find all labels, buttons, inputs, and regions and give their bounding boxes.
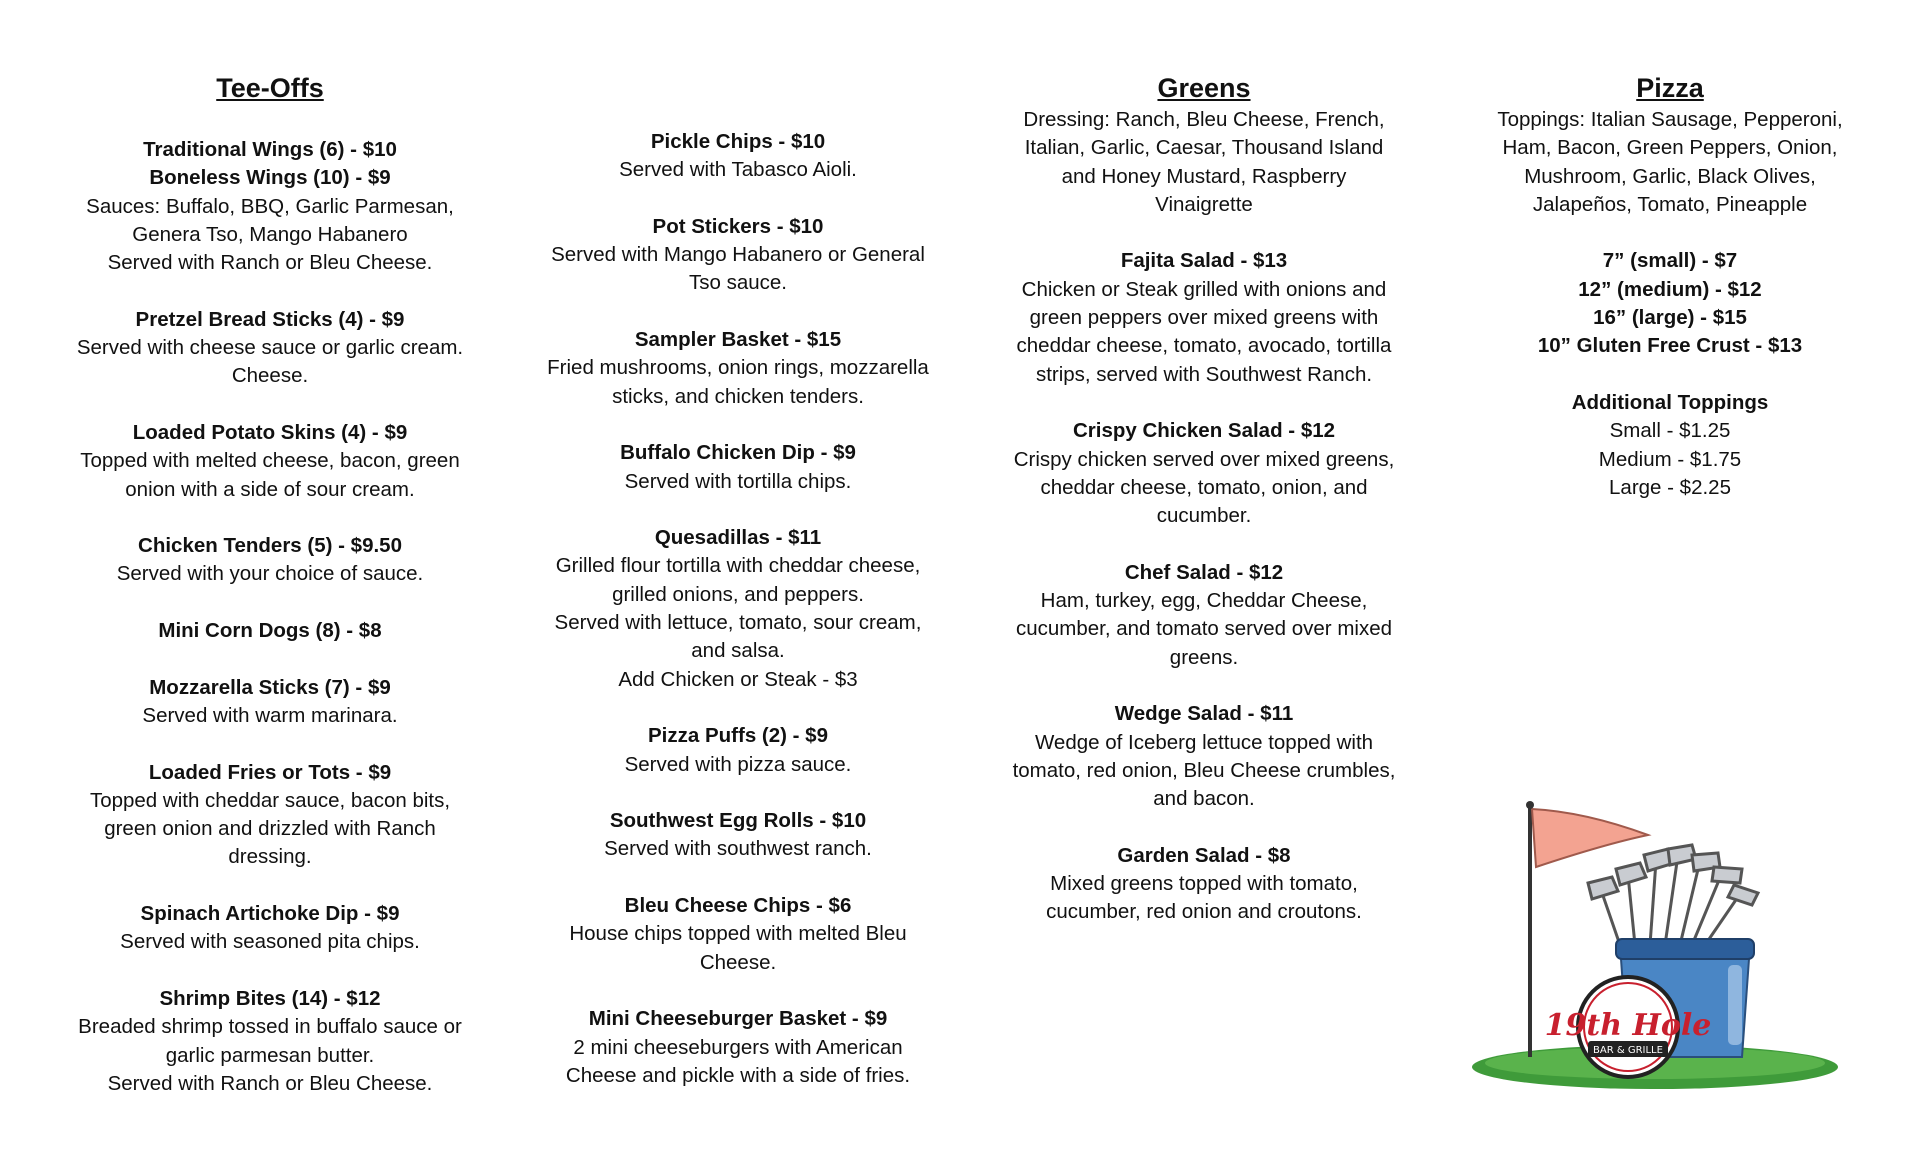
menu-item-name: Southwest Egg Rolls - $10 bbox=[609, 809, 867, 833]
menu-item-name: Traditional Wings (6) - $10 bbox=[143, 138, 397, 161]
text-line: 12” (medium) - $12 bbox=[1578, 277, 1762, 301]
menu-item-description: House chips topped with melted Bleu bbox=[569, 922, 907, 946]
menu-item-name: Quesadillas - $11 bbox=[654, 526, 822, 550]
text-line: Small - $1.25 bbox=[1609, 419, 1731, 443]
menu-item bbox=[70, 136, 470, 277]
menu-item-description: Served with seasoned pita chips. bbox=[120, 930, 420, 954]
menu-item-description: Ham, turkey, egg, Cheddar Cheese, bbox=[1040, 589, 1368, 613]
menu-item-name: Shrimp Bites (14) - $12 bbox=[159, 986, 381, 1010]
dressing-list bbox=[1004, 106, 1404, 219]
toppings-list bbox=[1470, 106, 1870, 219]
pizza-sizes bbox=[1470, 247, 1870, 360]
tee-offs-list bbox=[70, 136, 470, 1098]
menu-item-name: Crispy Chicken Salad - $12 bbox=[1072, 419, 1336, 443]
menu-item-name: Buffalo Chicken Dip - $9 bbox=[620, 441, 856, 465]
menu-item-description: Served with tortilla chips. bbox=[624, 469, 852, 493]
menu-item-name: Mini Cheeseburger Basket - $9 bbox=[588, 1007, 888, 1031]
menu-item-description: 2 mini cheeseburgers with American bbox=[573, 1035, 903, 1059]
menu-item-description: Served with lettuce, tomato, sour cream, bbox=[554, 611, 922, 635]
menu-item-description: strips, served with Southwest Ranch. bbox=[1035, 362, 1373, 386]
menu-item-description: Cheese. bbox=[699, 950, 777, 974]
menu-item-description: Chicken or Steak grilled with onions and bbox=[1021, 277, 1387, 301]
menu-item bbox=[1004, 700, 1404, 813]
menu-item-description: garlic parmesan butter. bbox=[165, 1043, 375, 1067]
pizza-heading: Pizza bbox=[1636, 73, 1704, 103]
menu-item-description: Served with warm marinara. bbox=[142, 703, 398, 727]
text-line: Jalapeños, Tomato, Pineapple bbox=[1532, 192, 1808, 216]
menu-item-name: Chef Salad - $12 bbox=[1124, 560, 1284, 584]
menu-item-description: Grilled flour tortilla with cheddar cheese, bbox=[555, 554, 921, 578]
menu-item bbox=[70, 617, 470, 645]
menu-item bbox=[70, 759, 470, 872]
menu-item-description: cucumber. bbox=[1156, 504, 1252, 528]
menu-item-name: Pretzel Bread Sticks (4) - $9 bbox=[135, 307, 405, 331]
golf-bag-illustration bbox=[1460, 795, 1840, 1095]
menu-item-description: Genera Tso, Mango Habanero bbox=[132, 222, 408, 246]
menu-item-name: Spinach Artichoke Dip - $9 bbox=[140, 902, 400, 926]
menu-item bbox=[538, 439, 938, 496]
menu-item-name: Mozzarella Sticks (7) - $9 bbox=[149, 675, 391, 699]
menu-item-description: Crispy chicken served over mixed greens, bbox=[1013, 447, 1395, 471]
menu-item-description: Add Chicken or Steak - $3 bbox=[618, 667, 858, 691]
text-line: Toppings: Italian Sausage, Pepperoni, bbox=[1497, 108, 1843, 131]
menu-item-description: Served with Mango Habanero or General bbox=[551, 243, 925, 267]
menu-item-description: grilled onions, and peppers. bbox=[612, 582, 864, 606]
greens-heading: Greens bbox=[1157, 73, 1251, 103]
menu-item bbox=[538, 1005, 938, 1090]
menu-item-description: cucumber, and tomato served over mixed bbox=[1015, 617, 1393, 641]
text-line: Vinaigrette bbox=[1155, 192, 1253, 216]
menu-item bbox=[1004, 559, 1404, 672]
menu-item bbox=[538, 128, 938, 185]
text-line: 7” (small) - $7 bbox=[1602, 249, 1738, 273]
menu-item-name: Mini Corn Dogs (8) - $8 bbox=[158, 619, 382, 643]
golf-flag-icon bbox=[1532, 809, 1648, 867]
logo-name: 19th Hole bbox=[1544, 1008, 1712, 1043]
menu-item bbox=[1004, 247, 1404, 388]
text-line: Ham, Bacon, Green Peppers, Onion, bbox=[1502, 136, 1838, 160]
menu-item bbox=[70, 532, 470, 589]
menu-item-description: tomato, red onion, Bleu Cheese crumbles, bbox=[1012, 758, 1396, 782]
additional-toppings-prices bbox=[1470, 417, 1870, 502]
tee-offs-column bbox=[70, 70, 470, 1098]
menu-item-description: cucumber, red onion and croutons. bbox=[1046, 900, 1362, 924]
golf-bag-logo bbox=[1460, 795, 1840, 1095]
menu-item-description: Fried mushrooms, onion rings, mozzarella bbox=[547, 356, 929, 380]
tee-offs-heading: Tee-Offs bbox=[216, 73, 324, 103]
menu-item bbox=[538, 326, 938, 411]
menu-item bbox=[1004, 417, 1404, 530]
menu-item-description: Tso sauce. bbox=[689, 271, 787, 295]
menu-item-description: cheddar cheese, tomato, onion, and bbox=[1040, 475, 1368, 499]
menu-item-name: Fajita Salad - $13 bbox=[1120, 249, 1288, 273]
menu-item-name: Garden Salad - $8 bbox=[1117, 843, 1291, 867]
menu-item-name: Pizza Puffs (2) - $9 bbox=[648, 724, 828, 748]
menu-item-description: Topped with cheddar sauce, bacon bits, bbox=[89, 788, 451, 812]
text-line: 10” Gluten Free Crust - $13 bbox=[1537, 334, 1803, 358]
menu-item-name: Bleu Cheese Chips - $6 bbox=[624, 894, 852, 918]
menu-item-name: Pickle Chips - $10 bbox=[650, 130, 826, 153]
menu-item-name: Wedge Salad - $11 bbox=[1114, 702, 1294, 726]
menu-item-description: Wedge of Iceberg lettuce topped with bbox=[1034, 730, 1374, 754]
text-line: Large - $2.25 bbox=[1609, 475, 1731, 499]
menu-item-description: Cheese. bbox=[231, 364, 309, 388]
greens-list bbox=[1004, 247, 1404, 926]
menu-item bbox=[70, 419, 470, 504]
menu-item-description: and salsa. bbox=[691, 639, 785, 663]
text-line: Dressing: Ranch, Bleu Cheese, French, bbox=[1023, 108, 1385, 131]
text-line: and Honey Mustard, Raspberry bbox=[1061, 164, 1347, 188]
menu-item bbox=[70, 674, 470, 731]
menu-item-name: Boneless Wings (10) - $9 bbox=[149, 166, 391, 190]
menu-item-description: green peppers over mixed greens with bbox=[1029, 306, 1379, 330]
additional-toppings-title: Additional Toppings bbox=[1571, 390, 1769, 414]
menu-item-description: Served with Ranch or Bleu Cheese. bbox=[107, 251, 433, 275]
menu-item-description: cheddar cheese, tomato, avocado, tortilla bbox=[1016, 334, 1392, 358]
appetizers-column bbox=[538, 128, 938, 1090]
menu-item-description: Breaded shrimp tossed in buffalo sauce or bbox=[78, 1015, 462, 1039]
text-line: Mushroom, Garlic, Black Olives, bbox=[1524, 164, 1816, 188]
menu-item bbox=[70, 306, 470, 391]
pizza-column bbox=[1470, 70, 1870, 502]
menu-item bbox=[70, 985, 470, 1098]
greens-column bbox=[1004, 70, 1404, 927]
menu-item-description: and bacon. bbox=[1153, 787, 1255, 811]
menu-item-description: Sauces: Buffalo, BBQ, Garlic Parmesan, bbox=[86, 194, 454, 218]
menu-item bbox=[70, 900, 470, 957]
menu-item-description: greens. bbox=[1169, 645, 1239, 669]
menu-item-description: Served with southwest ranch. bbox=[604, 837, 872, 861]
menu-item-description: onion with a side of sour cream. bbox=[125, 477, 415, 501]
menu-item bbox=[538, 213, 938, 298]
menu-item bbox=[538, 524, 938, 694]
menu-item bbox=[1004, 842, 1404, 927]
menu-item-description: green onion and drizzled with Ranch bbox=[104, 817, 436, 841]
menu-item bbox=[538, 722, 938, 779]
menu-item-description: Served with Tabasco Aioli. bbox=[619, 158, 857, 182]
text-line: Italian, Garlic, Caesar, Thousand Island bbox=[1024, 136, 1384, 160]
menu-item-description: Served with your choice of sauce. bbox=[116, 562, 424, 586]
menu-item bbox=[538, 892, 938, 977]
menu-item-description: dressing. bbox=[228, 845, 312, 869]
menu-item-description: Cheese and pickle with a side of fries. bbox=[565, 1063, 911, 1087]
menu-item-name: Pot Stickers - $10 bbox=[652, 214, 824, 238]
menu-item bbox=[538, 807, 938, 864]
menu-item-description: Served with cheese sauce or garlic cream. bbox=[76, 336, 464, 360]
text-line: Medium - $1.75 bbox=[1598, 447, 1742, 471]
menu-item-name: Sampler Basket - $15 bbox=[634, 328, 842, 352]
menu-item-description: sticks, and chicken tenders. bbox=[612, 384, 864, 408]
menu-item-description: Served with Ranch or Bleu Cheese. bbox=[107, 1071, 433, 1095]
menu-item-name: Chicken Tenders (5) - $9.50 bbox=[138, 534, 402, 558]
menu-item-description: Served with pizza sauce. bbox=[624, 752, 852, 776]
appetizers-list bbox=[538, 128, 938, 1090]
menu-item-name: Loaded Fries or Tots - $9 bbox=[148, 760, 392, 784]
menu-item-description: Topped with melted cheese, bacon, green bbox=[80, 449, 460, 473]
menu-item-description: Mixed greens topped with tomato, bbox=[1050, 872, 1358, 896]
logo-tagline: BAR & GRILLE bbox=[1593, 1045, 1663, 1056]
text-line: 16” (large) - $15 bbox=[1593, 306, 1747, 330]
menu-item-name: Loaded Potato Skins (4) - $9 bbox=[132, 420, 408, 444]
